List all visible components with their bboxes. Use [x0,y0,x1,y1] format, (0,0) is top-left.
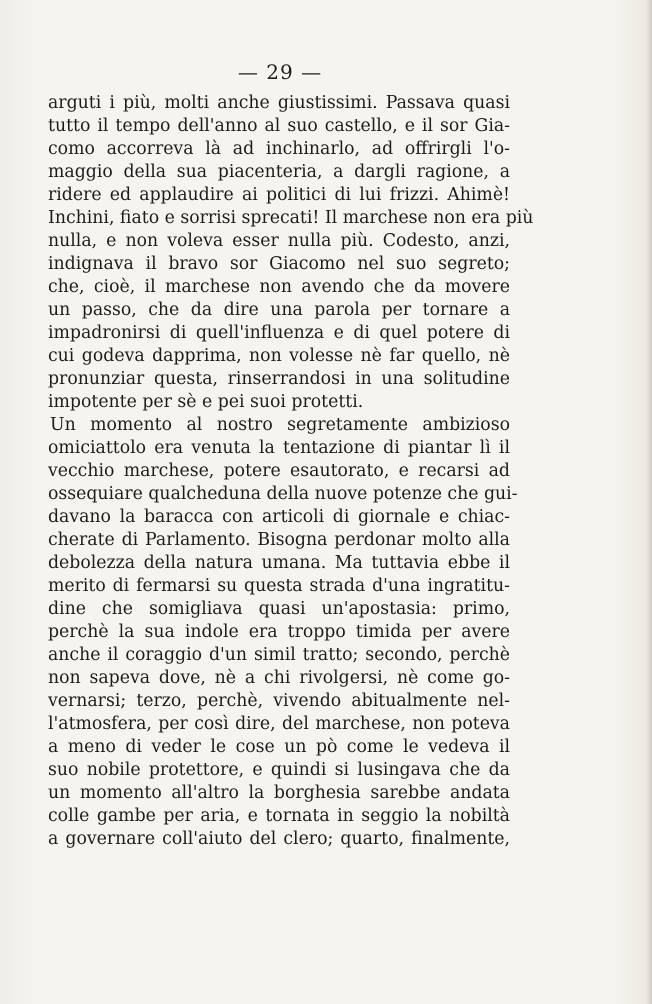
page-edge-shadow [646,0,652,1004]
page-number: — 29 — [237,60,323,84]
text-line: impadronirsi di quell'influenza e di quel potere di [48,323,510,343]
text-line: vecchio marchese, potere esautorato, e recarsi ad [48,461,510,481]
text-line: colle gambe per aria, e tornata in seggio la nobiltà [48,806,510,826]
text-line: dine che somigliava quasi un'apostasia: primo, [48,599,510,619]
text-line: davano la baracca con articoli di giornale e chiac- [48,507,510,527]
text-line: indignava il bravo sor Giacomo nel suo segreto; [48,254,510,274]
text-line: non sapeva dove, nè a chi rivolgersi, nè come go- [48,668,510,688]
text-line: pronunziar questa, rinserrandosi in una solitudine [48,369,510,389]
text-line: suo nobile protettore, e quindi si lusingava che da [48,760,510,780]
text-line: un momento all'altro la borghesia sarebbe andata [48,783,510,803]
paragraph-start-line: Un momento al nostro segretamente ambizioso [50,415,510,435]
text-line: como accorreva là ad inchinarlo, ad offrirgli l'o- [48,139,510,159]
text-line: perchè la sua indole era troppo timida per avere [48,622,510,642]
text-line: l'atmosfera, per così dire, del marchese, non poteva [48,714,510,734]
text-line: ridere ed applaudire ai politici di lui frizzi. Ahimè! [48,185,510,205]
paragraph-end-line: impotente per sè e pei suoi protetti. [48,392,364,412]
text-line: a meno di veder le cose un pò come le vedeva il [48,737,510,757]
body-text [48,92,534,851]
text-line: omiciattolo era venuta la tentazione di piantar lì il [48,438,510,458]
text-line: Inchini, fiato e sorrisi sprecati! Il marchese non era più [48,208,534,228]
text-line: tutto il tempo dell'anno al suo castello, e il sor Gia- [48,116,510,136]
text-line: cui godeva dapprima, non volesse nè far quello, nè [48,346,510,366]
text-line: arguti i più, molti anche giustissimi. Passava quasi [48,93,510,113]
text-line: un passo, che da dire una parola per tornare a [48,300,510,320]
text-line: a governare coll'aiuto del clero; quarto, finalmente, [48,829,510,849]
text-line: che, cioè, il marchese non avendo che da movere [48,277,510,297]
text-line: vernarsi; terzo, perchè, vivendo abitualmente nel- [48,691,510,711]
text-line: ossequiare qualcheduna della nuove potenze che gui- [48,484,518,504]
text-line: maggio della sua piacenteria, a dargli ragione, a [48,162,510,182]
text-line: anche il coraggio d'un simil tratto; secondo, perchè [48,645,510,665]
text-line: debolezza della natura umana. Ma tuttavia ebbe il [48,553,510,573]
text-line: cherate di Parlamento. Bisogna perdonar molto alla [48,530,510,550]
text-line: nulla, e non voleva esser nulla più. Codesto, anzi, [48,231,510,251]
text-line: merito di fermarsi su questa strada d'una ingratitu- [48,576,510,596]
